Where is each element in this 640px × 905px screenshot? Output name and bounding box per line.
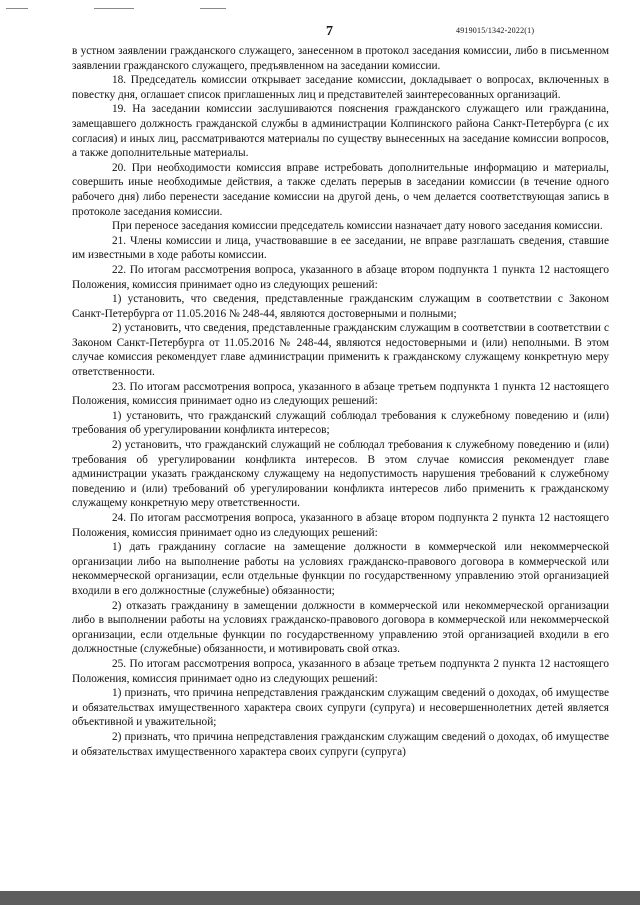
paragraph: 22. По итогам рассмотрения вопроса, указанного в абзаце втором подпункта 1 пункта 12 настоящего Положения, комиссия принимает одно из следующих решений:	[72, 263, 609, 291]
paragraph: При переносе заседания комиссии председатель комиссии назначает дату нового заседания комиссии.	[112, 220, 603, 233]
paragraph: 18. Председатель комиссии открывает заседание комиссии, докладывает о вопросах, включенных в повестку дня, оглашает список приглашенных лиц и представителей заинтересованных организаций.	[72, 74, 609, 101]
document-id: 4919015/1342-2022(1)	[456, 26, 535, 35]
paragraph: 1) дать гражданину согласие на замещение должности в коммерческой или некоммерческой организации либо на выполнение работы на условиях гражданско-правового договора в коммерческой или некоммерческой организации, если отдельные функции по государственному управлению этой организацией входили в его должностные (служебные) обязанности;	[72, 541, 609, 597]
paragraph: 19. На заседании комиссии заслушиваются пояснения гражданского служащего или гражданина, замещавшего должность гражданской службы в администрации Колпинского района Санкт-Петербурга (с их согласия) и иных лиц, рассматриваются материалы по существу вынесенных на заседание комиссии вопросов, а также дополнительные материалы.	[72, 103, 609, 160]
page-number: 7	[326, 24, 333, 39]
scan-artifact-line	[200, 8, 226, 9]
paragraph: 2) установить, что гражданский служащий не соблюдал требования к служебному поведению и (или) требования об урегулировании конфликта интересов. В этом случае комиссия рекомендует главе администрации указать гражданскому служащему на недопустимость нарушения требований к служебному поведению и (или) требований об урегулировании конфликта интересов либо применить к гражданскому служащему конкретную меру ответственности.	[72, 439, 609, 510]
paragraph: 23. По итогам рассмотрения вопроса, указанного в абзаце третьем подпункта 1 пункта 12 настоящего Положения, комиссия принимает одно из следующих решений:	[72, 380, 609, 408]
paragraph: 1) установить, что гражданский служащий соблюдал требования к служебному поведению и (или) требования об урегулировании конфликта интересов;	[72, 409, 609, 437]
paragraph: 2) отказать гражданину в замещении должности в коммерческой или некоммерческой организации либо в выполнении работы на условиях гражданско-правового договора в коммерческой или некоммерческой организации, если отдельные функции по государственному управлению этой организацией входили в его должностные (служебные) обязанности, и мотивировать свой отказ.	[72, 599, 609, 656]
paragraph: 21. Члены комиссии и лица, участвовавшие в ее заседании, не вправе разглашать сведения, ставшие им известными в ходе работы комиссии.	[72, 234, 609, 262]
paragraph: 2) установить, что сведения, представленные гражданским служащим в соответствии в соответствии с Законом Санкт-Петербурга от 11.05.2016 № 248-44, являются недостоверными и (или) неполными. В этом случае комиссия рекомендует главе администрации применить к гражданскому служащему конкретную меру ответственности.	[72, 322, 609, 379]
paragraph: 25. По итогам рассмотрения вопроса, указанного в абзаце третьем подпункта 2 пункта 12 настоящего Положения, комиссия принимает одно из следующих решений:	[72, 657, 609, 685]
scan-artifact-line	[94, 8, 134, 9]
paragraph: 20. При необходимости комиссия вправе истребовать дополнительные информацию и материалы, совершить иные необходимые действия, а также сделать перерыв в заседании комиссии (в течение одного рабочего дня) либо перенести заседание комиссии на другой день, о чем делается соответствующая запись в протоколе заседания комиссии.	[72, 161, 609, 218]
scan-bottom-band	[0, 891, 640, 905]
paragraph: 2) признать, что причина непредставления гражданским служащим сведений о доходах, об имуществе и обязательствах имущественного характера своих супруги (супруга)	[72, 730, 609, 758]
paragraph: 1) установить, что сведения, представленные гражданским служащим в соответствии с Законом Санкт-Петербурга от 11.05.2016 № 248-44, являются достоверными и полными;	[72, 293, 609, 320]
scan-artifact-line	[6, 8, 28, 9]
paragraph: 1) признать, что причина непредставления гражданским служащим сведений о доходах, об имуществе и обязательствах имущественного характера своих супруги (супруга) и несовершеннолетних детей является объективной и уважительной;	[72, 687, 609, 729]
document-body	[72, 44, 609, 759]
paragraph: в устном заявлении гражданского служащего, занесенном в протокол заседания комиссии, либо в письменном заявлении гражданского служащего, предъявленном на заседании комиссии.	[72, 45, 609, 72]
paragraph: 24. По итогам рассмотрения вопроса, указанного в абзаце втором подпункта 2 пункта 12 настоящего Положения, комиссия принимает одно из следующих решений:	[72, 512, 609, 539]
